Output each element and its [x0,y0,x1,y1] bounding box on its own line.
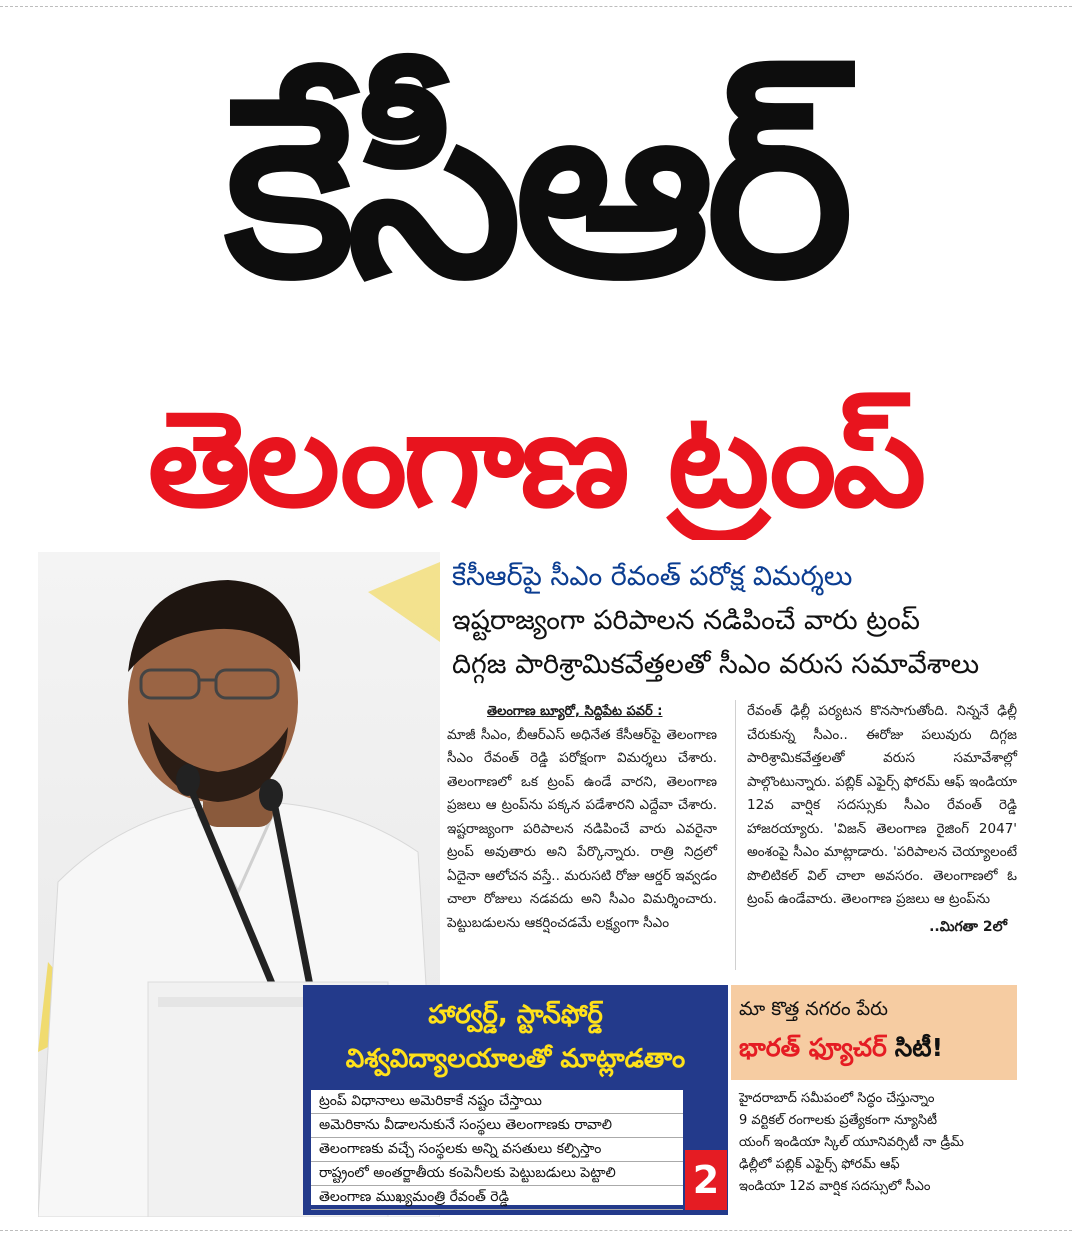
box-kicker: మా కొత్త నగరం పేరు [739,998,888,1020]
page-number-tag: 2 [685,1150,727,1210]
box-line: ఇండియా 12వ వార్షిక సదస్సులో సీఎం [739,1179,931,1194]
deck-line: కేసీఆర్‌పై సీఎం రేవంత్ పరోక్ష విమర్శలు [452,561,853,592]
deck-line: దిగ్గజ పారిశ్రామికవేత్తలతో సీఎం వరుస సమావేశాలు [452,649,980,680]
article-text: మాజీ సీఎం, బీఆర్ఎస్ అధినేత కేసీఆర్‌పై తెలంగాణ సీఎం రేవంత్ రెడ్డి పరోక్షంగా విమర్శలు చేశారు. తెలంగాణలో ఒక ట్రంప్ ఉండే వారని, తెలంగాణ ప్రజలు ఆ ట్రంప్‌ను పక్కన పడేశారని ఎద్దేవా చేశారు. ఇష్టరాజ్యంగా పరిపాలన నడిపించే వారు ఎవరైనా ట్రంప్ అవుతారు అని పేర్కొన్నారు. రాత్రి నిద్రలో ఏదైనా ఆలోచన వస్తే.. మరుసటి రోజు ఆర్డర్ ఇవ్వడం చాలా రోజులు నడవదు అని సీఎం విమర్శించారు. పెట్టుబడులను ఆకర్షించడమే లక్ష్యంగా సీఎం [447,726,717,931]
top-rule [0,6,1072,7]
future-city-box [731,985,1017,1215]
article-text: రేవంత్ ఢిల్లీ పర్యటన కొనసాగుతోంది. నిన్ననే ఢిల్లీ చేరుకున్న సీఎం.. ఈరోజు పలువురు దిగ్గజ పారిశ్రామికవేత్తలతో వరుస సమావేశాల్లో పాల్గొంటున్నారు. పబ్లిక్ ఎఫైర్స్ ఫోరమ్ ఆఫ్ ఇండియా 12వ వార్షిక సదస్సుకు సీఎం రేవంత్ రెడ్డి హాజరయ్యారు. 'విజన్ తెలంగాణ రైజింగ్ 2047' అంశంపై సీఎం మాట్లాడారు. 'పరిపాలన చెయ్యాలంటే పొలిటికల్ విల్ చాలా అవసరం. తెలంగాణలో ఓ ట్రంప్ ఉండేవారు. తెలంగాణ ప్రజలు ఆ ట్రంప్‌ను [747,703,1017,907]
article-column-1 [447,700,717,935]
headline-red: భారత్ ఫ్యూచర్ [739,1033,887,1062]
bullet-item: ట్రంప్ విధానాలు అమెరికాకే నష్టం చేస్తాయి [311,1090,683,1114]
deck-line: ఇష్టరాజ్యంగా పరిపాలన నడిపించే వారు ట్రంప్ [452,605,920,636]
article-column-2 [747,700,1017,939]
column-divider [735,700,736,970]
box-headline [739,1025,943,1071]
main-headline: కేసీఆర్ [224,42,846,333]
box-title-line: హార్వర్డ్, స్టాన్‌ఫోర్డ్ [428,1000,603,1030]
bullet-item: రాష్ట్రంలో అంతర్జాతీయ కంపెనీలకు పెట్టుబడులు పెట్టాలి [311,1162,683,1186]
harvard-stanford-box [303,985,728,1215]
box-line: హైదరాబాద్ సమీపంలో సిద్ధం చేస్తున్నాం [739,1091,935,1106]
bullet-item: తెలంగాణకు వచ్చే సంస్థలకు అన్ని వసతులు కల్పిస్తాం [311,1138,683,1162]
box-title-line: విశ్వవిద్యాలయాలతో మాట్లాడతాం [345,1044,686,1074]
sub-decks [452,555,1052,687]
article-body [447,700,1017,980]
bullet-item: అమెరికాను వీడాలనుకునే సంస్థలు తెలంగాణకు రావాలి [311,1114,683,1138]
box-line: 9 వర్టికల్ రంగాలకు ప్రత్యేకంగా న్యూసిటీ [739,1113,938,1128]
box-bullets [311,1090,683,1205]
headline-dark: సిటీ! [894,1033,943,1062]
box-title [303,993,728,1081]
byline: తెలంగాణ బ్యూరో, సిద్దిపేట పవర్ : [487,704,663,719]
bottom-rule [0,1230,1072,1231]
sub-headline: తెలంగాణ ట్రంప్ [147,383,923,537]
box-lines [731,1080,1017,1215]
bullet-item: తెలంగాణ ముఖ్యమంత్రి రేవంత్ రెడ్డి [311,1186,683,1210]
box-line: యంగ్ ఇండియా స్కిల్ యూనివర్సిటీ నా డ్రీమ్ [739,1135,964,1150]
continued-note: ..మిగతా 2లో [929,918,1007,935]
box-line: ఢిల్లీలో పబ్లిక్ ఎఫైర్స్ ఫోరమ్ ఆఫ్ [739,1157,900,1172]
